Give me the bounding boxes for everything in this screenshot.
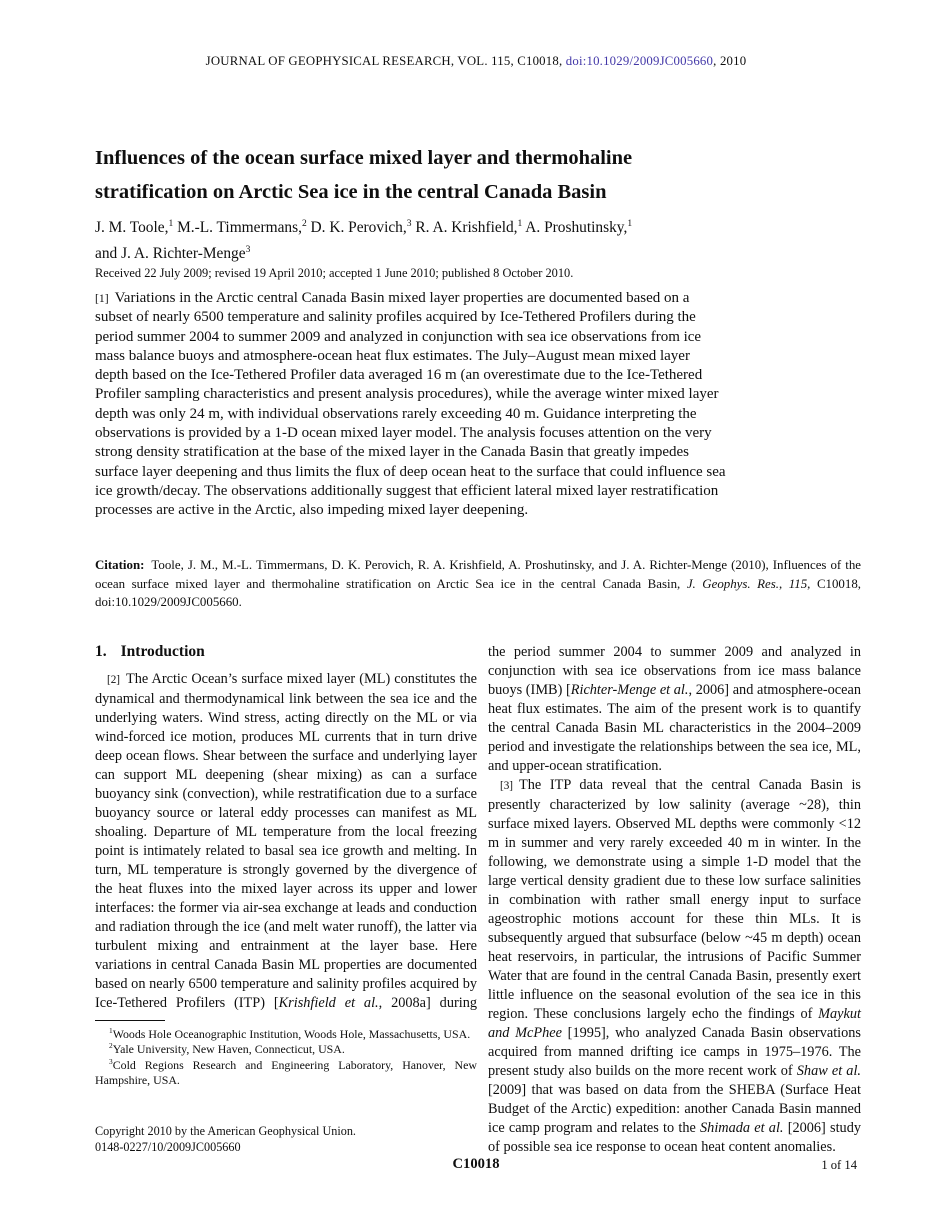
authors-line-1: J. M. Toole,$^1$ M.-L. Timmermans,$^2$ D. K. Perovich,$^3$ R. A. Krishfield,$^1$ A. Proshutinsky,$^1$ — [95, 217, 633, 236]
section-1-heading — [95, 643, 477, 661]
paper-title-line-1: Influences of the ocean surface mixed layer and thermohaline — [95, 147, 633, 169]
copyright-line-2: 0148-0227/10/2009JC005660 — [95, 1139, 241, 1154]
intro-paragraph-2: [2] The Arctic Ocean’s surface mixed layer (ML) constitutes the dynamical and thermodynamical link between the sea ice and the underlying waters. Wind stress, acting directly on the ML or via wind-forced ice motion, produces ML currents that in turn drive deep ocean flows. Shear between the surface and underlying layer can support ML deepening (shear mixing) as can a surface buoyancy sink (convection), while restratification due to a surface buoyancy source or lateral eddy processes can manifest as ML shoaling. Departure of ML temperature from the local freezing point is intimately related to basal sea ice growth and melting. In turn, ML temperature is strongly governed by the divergence of the heat fluxes into the mixed layer across its upper and lower interfaces: the former via air-sea exchange at leads and conduction and radiation through the ice (and melt water runoff), the latter via turbulent mixing and entrainment at the layer base. Here variations in central Canada Basin ML properties are documented based on nearly 6500 temperature and salinity profiles acquired by Ice-Tethered Profilers (ITP) [Krishfield et al., 2008a] during — [95, 671, 477, 1011]
citation-paragraph: Citation: Toole, J. M., M.-L. Timmermans, D. K. Perovich, R. A. Krishfield, A. Proshutinsky, and J. A. Richter-Menge (2010), Influences of the ocean surface mixed layer and thermohaline stratification on Arctic Sea ice in the central Canada Basin, J. Geophys. Res., 115, C10018, doi:10.1029/2009JC005660. — [95, 558, 861, 610]
intro-paragraph-2-continued: the period summer 2004 to summer 2009 and analyzed in conjunction with sea ice observations from ice mass balance buoys (IMB) [Richter-Menge et al., 2006] and atmosphere-ocean heat flux estimates. The aim of the present work is to quantify the central Canada Basin ML characteristics in the 2004–2009 period and investigate the relationships between the sea ice, ML, and upper-ocean stratification. — [488, 644, 861, 774]
doi-link[interactable]: doi:10.1029/2009JC005660 — [565, 54, 714, 68]
footnote-affiliation-2: $^2$Yale University, New Haven, Connecticut, USA. — [109, 1041, 345, 1057]
paper-title-line-2: stratification on Arctic Sea ice in the central Canada Basin — [95, 181, 607, 203]
section-1-title: Introduction — [120, 643, 205, 660]
column-left — [95, 643, 477, 1013]
author-list — [95, 215, 835, 266]
footnote-affiliation-1: $^1$Woods Hole Oceanographic Institution, Woods Hole, Massachusetts, USA. — [109, 1026, 471, 1041]
copyright-line-1: Copyright 2010 by the American Geophysical Union. — [95, 1124, 356, 1138]
copyright-block — [95, 1124, 477, 1156]
authors-line-2: and J. A. Richter-Menge$^3$ — [95, 243, 251, 262]
footnote-separator — [95, 1020, 165, 1021]
section-1-number: 1. — [95, 643, 107, 660]
footer-journal-code: C10018 — [452, 1156, 500, 1172]
intro-paragraph-3: [3] The ITP data reveal that the central Canada Basin is presently characterized by low salinity (average ~28), thin surface mixed layers. Observed ML depths were commonly <12 m in summer and very rarely exceeded 40 m in winter. In the following, we demonstrate using a simple 1-D model that the large vertical density gradient due to these low surface salinities in combination with rather small energy input to surface ageostrophic motions account for these thin MLs. It is subsequently argued that subsurface (below ~45 m depth) ocean heat reservoirs, in particular, the intrusions of Pacific Summer Water that are found in the central Canada Basin, presently exert little influence on the seasonal evolution of the sea ice in this region. These conclusions largely echo the findings of Maykut and McPhee [1995], who analyzed Canada Basin observations acquired from manned drifting ice camps in 1975–1976. The present study also builds on the more recent work of Shaw et al. [2009] that was based on data from the SHEBA (Surface Heat Budget of the Arctic) expedition: another Canada Basin manned ice camp program and relates to the Shimada et al. [2006] study of possible sea ice response to ocean heat content anomalies. — [488, 777, 862, 1155]
received-dates-line: Received 22 July 2009; revised 19 April 2010; accepted 1 June 2010; published 8 October 2010. — [95, 266, 574, 280]
footnotes-block — [95, 1020, 477, 1089]
abstract-paragraph: [1] Variations in the Arctic central Canada Basin mixed layer properties are documented based on a subset of nearly 6500 temperature and salinity profiles acquired by Ice-Tethered Profilers during the period summer 2004 to summer 2009 and analyzed in conjunction with sea ice observations from ice mass balance buoys and atmosphere-ocean heat flux estimates. The July–August mean mixed layer depth based on the Ice-Tethered Profiler data averaged 16 m (an overestimate due to the Ice-Tethered Profiler sampling characteristics and present analysis procedures), while the average winter mixed layer depth was only 24 m, with individual observations rarely exceeding 40 m. Guidance interpreting the observations is provided by a 1-D ocean mixed layer model. The analysis focuses attention on the very strong density stratification at the base of the mixed layer in the Canada Basin that greatly impedes surface layer deepening and thus limits the flux of deep ocean heat to the surface that could influence sea ice growth/decay. The observations additionally suggest that efficient lateral mixed layer restratification processes are active in the Arctic, also impeding mixed layer deepening. — [95, 290, 726, 519]
footnote-affiliation-3: $^3$Cold Regions Research and Engineering Laboratory, Hanover, New Hampshire, USA. — [95, 1056, 477, 1088]
journal-header — [0, 54, 952, 69]
footer-page-number: 1 of 14 — [821, 1158, 857, 1172]
paper-title — [95, 141, 835, 209]
journal-header-prefix: JOURNAL OF GEOPHYSICAL RESEARCH, VOL. 115, C10018, — [205, 54, 566, 68]
column-right — [488, 643, 861, 1157]
journal-header-suffix: , 2010 — [713, 54, 747, 68]
